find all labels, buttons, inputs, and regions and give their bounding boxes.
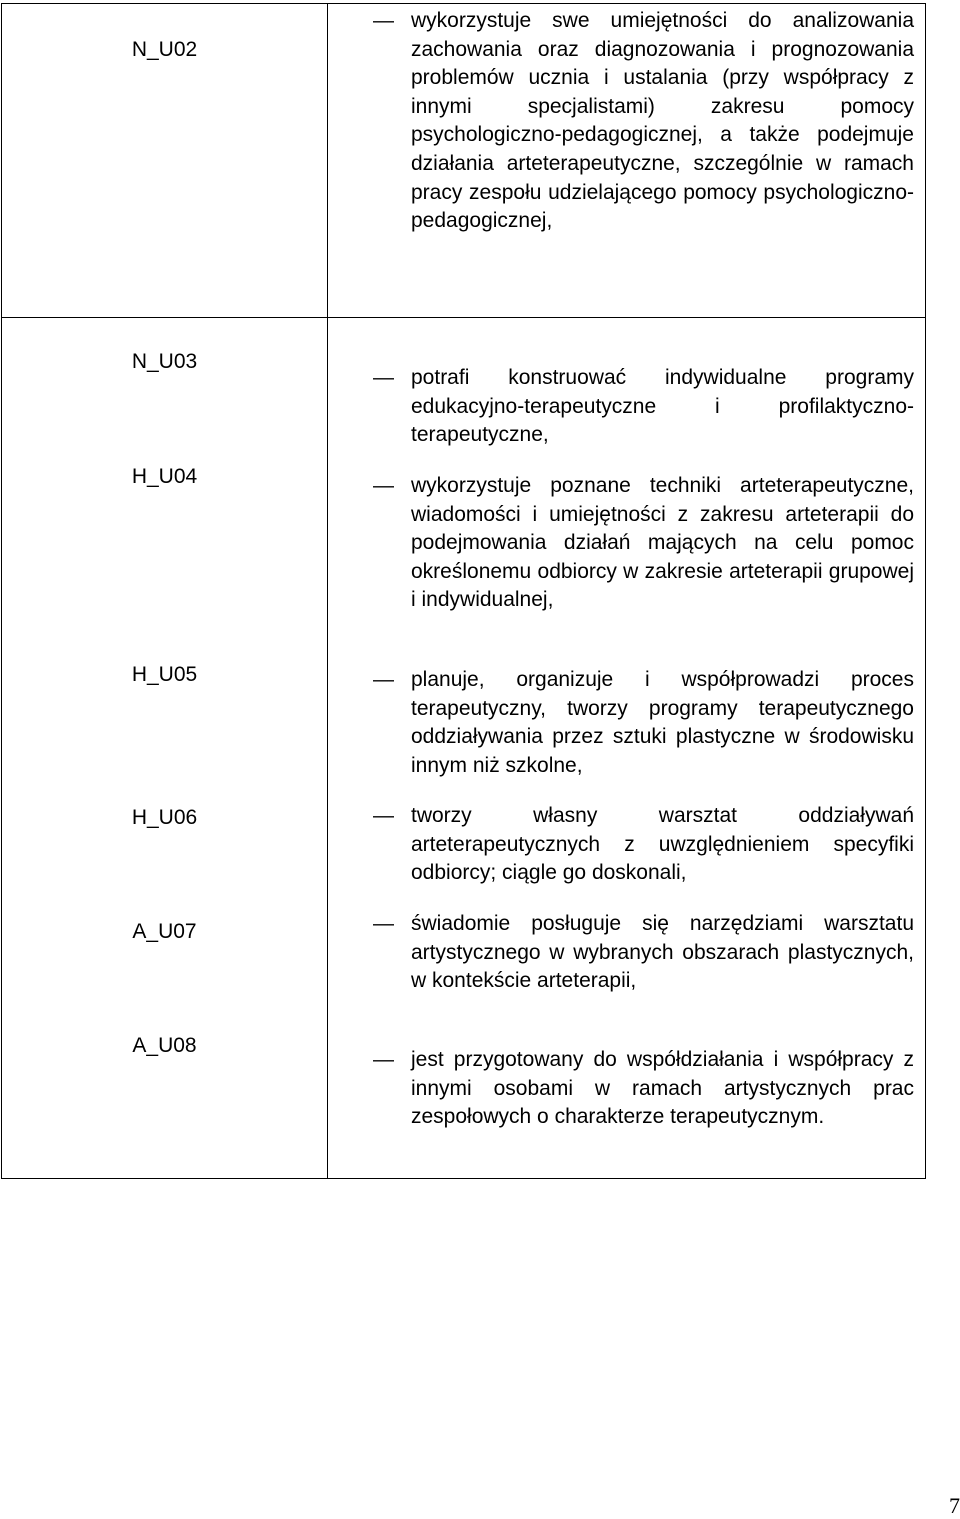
outcome-code: H_U06 bbox=[131, 806, 198, 829]
dash-bullet: — bbox=[373, 804, 394, 827]
row-divider bbox=[2, 317, 925, 318]
dash-bullet: — bbox=[373, 1048, 394, 1071]
outcome-text: wykorzystuje swe umiejętności do analizowania zachowania oraz diagnozowania i prognozowania problemów ucznia i ustalania (przy współpracy z innymi specjalistami) zakresu pomocy psychologiczno-pedagogicznej, a także podejmuje działania arteterapeutyczne, szczególnie w ramach pracy zespołu udzielającego pomocy psychologiczno-pedagogicznej, bbox=[411, 9, 914, 233]
outcome-item bbox=[373, 472, 914, 615]
dash-bullet: — bbox=[373, 9, 394, 32]
page-number: 7 bbox=[949, 1493, 960, 1518]
outcome-item bbox=[373, 364, 914, 450]
outcome-code: H_U05 bbox=[131, 663, 198, 686]
column-divider bbox=[327, 4, 328, 1178]
outcome-text: wykorzystuje poznane techniki arteterapeutyczne, wiadomości i umiejętności z zakresu arteterapii do podejmowania działań mających na celu pomoc określonemu odbiorcy w zakresie arteterapii grupowej i indywidualnej, bbox=[411, 474, 914, 612]
outcome-text: tworzy własny warsztat oddziaływań arteterapeutycznych z uwzględnieniem specyfiki odbiorcy; ciągle go doskonali, bbox=[411, 804, 914, 885]
outcome-code: N_U02 bbox=[131, 38, 198, 61]
outcome-item bbox=[373, 7, 914, 236]
outcome-item bbox=[373, 666, 914, 780]
outcome-item bbox=[373, 802, 914, 888]
outcome-text: potrafi konstruować indywidualne programy edukacyjno-terapeutyczne i profilaktyczno-terapeutyczne, bbox=[411, 366, 914, 447]
outcome-code: N_U03 bbox=[131, 350, 198, 373]
outcome-text: jest przygotowany do współdziałania i współpracy z innymi osobami w ramach artystycznych prac zespołowych o charakterze terapeutycznym. bbox=[411, 1048, 914, 1129]
outcome-code: A_U07 bbox=[132, 920, 197, 943]
outcome-code: A_U08 bbox=[132, 1034, 197, 1057]
outcome-text: planuje, organizuje i współprowadzi proces terapeutyczny, tworzy programy terapeutycznego oddziaływania przez sztuki plastyczne w środowisku innym niż szkolne, bbox=[411, 668, 914, 777]
outcome-item bbox=[373, 910, 914, 996]
dash-bullet: — bbox=[373, 366, 394, 389]
outcome-code: H_U04 bbox=[131, 465, 198, 488]
dash-bullet: — bbox=[373, 668, 394, 691]
dash-bullet: — bbox=[373, 912, 394, 935]
learning-outcomes-table bbox=[1, 3, 926, 1179]
outcome-text: świadomie posługuje się narzędziami warsztatu artystycznego w wybranych obszarach plastycznych, w kontekście arteterapii, bbox=[411, 912, 914, 993]
outcome-item bbox=[373, 1046, 914, 1132]
dash-bullet: — bbox=[373, 474, 394, 497]
